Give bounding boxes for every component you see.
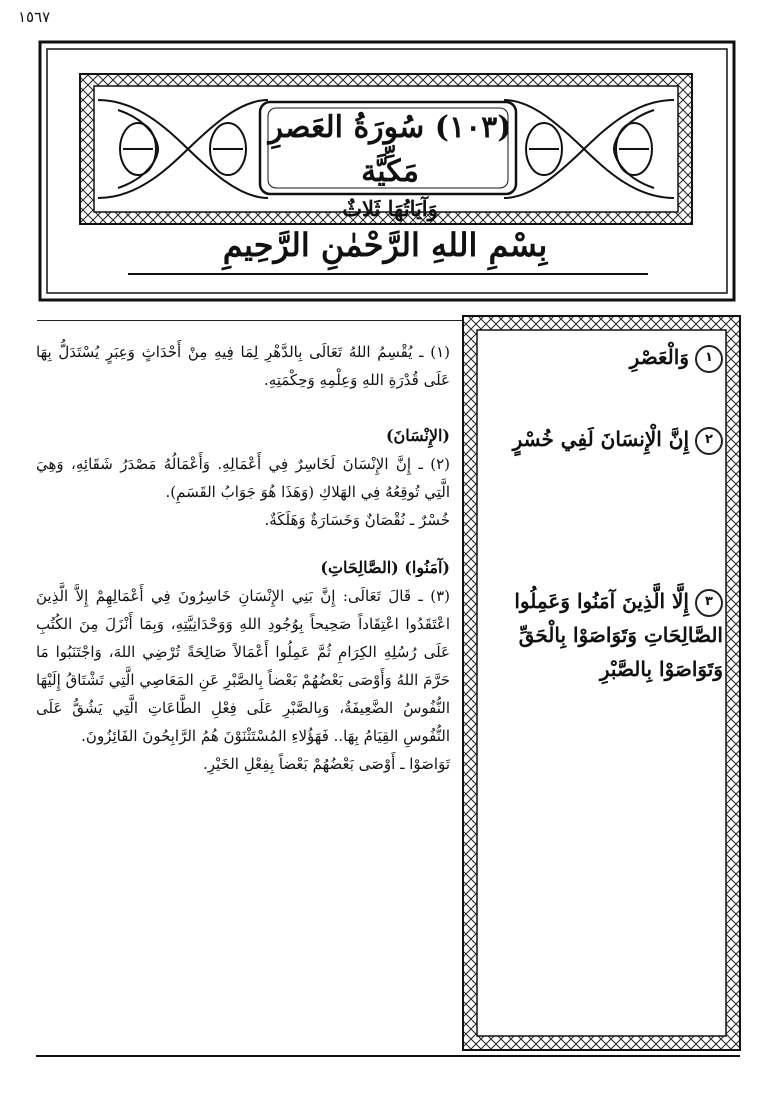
divider <box>37 320 463 321</box>
ayah-count: وَآيَاتُهَا ثَلاثٌ <box>342 196 438 221</box>
verse-text: إِنَّ الْإِنسَانَ لَفِي خُسْرٍ <box>512 427 689 451</box>
verse-number: ٢ <box>695 427 723 455</box>
commentary-paragraph-2: (٢) ـ إِنَّ الإِنْسَانَ لَخَاسِرٌ فِي أَعْمَالِهِ. وَأَعْمَالُهُ مَصْدَرُ شَقَائِهِ، وَهِيَ الَّتِي تُوقِعُهُ فِي الهَلاكِ (وَهَذَا هُوَ جَوَابُ القَسَمِ). <box>36 455 450 501</box>
bottom-divider <box>36 1055 740 1057</box>
verse-text-line3: وَتَوَاصَوْا بِالصَّبْرِ <box>599 657 723 681</box>
verse-text-line2: الصَّالِحَاتِ وَتَوَاصَوْا بِالْحَقِّ <box>518 623 723 647</box>
verse-3 <box>514 584 723 686</box>
surah-title: (١٠٣) سُورَةُ العَصرِ مَكِّيَّة <box>268 110 512 189</box>
basmala: بِسْمِ اللهِ الرَّحْمٰنِ الرَّحِيمِ <box>222 226 548 264</box>
commentary-column <box>36 338 450 778</box>
verse-number: ١ <box>695 345 723 373</box>
commentary-heading-2: (الإِنْسَانَ) <box>385 426 450 445</box>
commentary-definition-2: خُسْرٌ ـ نُقْصَانٌ وَخَسَارَةٌ وَهَلَكَةٌ. <box>264 511 450 529</box>
page-number: ١٥٦٧ <box>18 8 51 26</box>
surah-title-cartouche <box>264 104 516 221</box>
verse-number: ٣ <box>695 589 723 617</box>
verse-text: وَالْعَصْرِ <box>629 345 689 369</box>
commentary-heading-3: (آمَنُوا) (الصَّالِحَاتِ) <box>320 558 450 577</box>
verse-1 <box>630 340 723 374</box>
commentary-paragraph-3: (٣) ـ قَالَ تَعَالَى: إِنَّ بَنِي الإِنْسَانِ خَاسِرُونَ فِي أَعْمَالِهِمْ إِلاَّ الَّذِينَ اعْتَقَدُوا اعْتِقَاداً صَحِيحاً بِوُجُودِ اللهِ وَوَحْدَانِيَّتِهِ، وَبِمَا أَنْزَلَ مِنَ الكُتُبِ عَلَى رُسُلِهِ الكِرَامِ ثُمَّ عَمِلُوا أَعْمَالاً صَالِحَةً تُرْضِي اللهَ، وَاجْتَنَبُوا مَا حَرَّمَ اللهُ وَأَوْصَى بَعْضُهُمْ بَعْضاً بِالصَّبْرِ عَنِ المَعَاصِي الَّتِي تَشْتَاقُ إِلَيْهَا النُّفُوسُ الضَّعِيفَةُ، وَبِالصَّبْرِ عَلَى فِعْلِ الطَّاعَاتِ الَّتِي يَشُقُّ عَلَى النُّفُوسِ القِيَامُ بِهَا.. فَهَؤُلاءِ المُسْتَثْنَوْنَ هُمُ الرَّابِحُونَ الفَائِزُونَ. <box>36 587 450 745</box>
commentary-definition-3: تَوَاصَوْا ـ أَوْصَى بَعْضُهُمْ بَعْضاً بِفِعْلِ الخَيْرِ. <box>202 755 450 773</box>
verse-text: إِلَّا الَّذِينَ آمَنُوا وَعَمِلُوا <box>514 589 689 613</box>
commentary-paragraph-1: (١) ـ يُقْسِمُ اللهُ تَعَالَى بِالدَّهْرِ لِمَا فِيهِ مِنْ أَحْدَاثٍ وَعِبَرٍ يُسْتَدَلُّ بِهَا عَلَى قُدْرَةِ اللهِ وَعِلْمِهِ وَحِكْمَتِهِ. <box>36 343 450 389</box>
verse-2 <box>513 422 723 456</box>
